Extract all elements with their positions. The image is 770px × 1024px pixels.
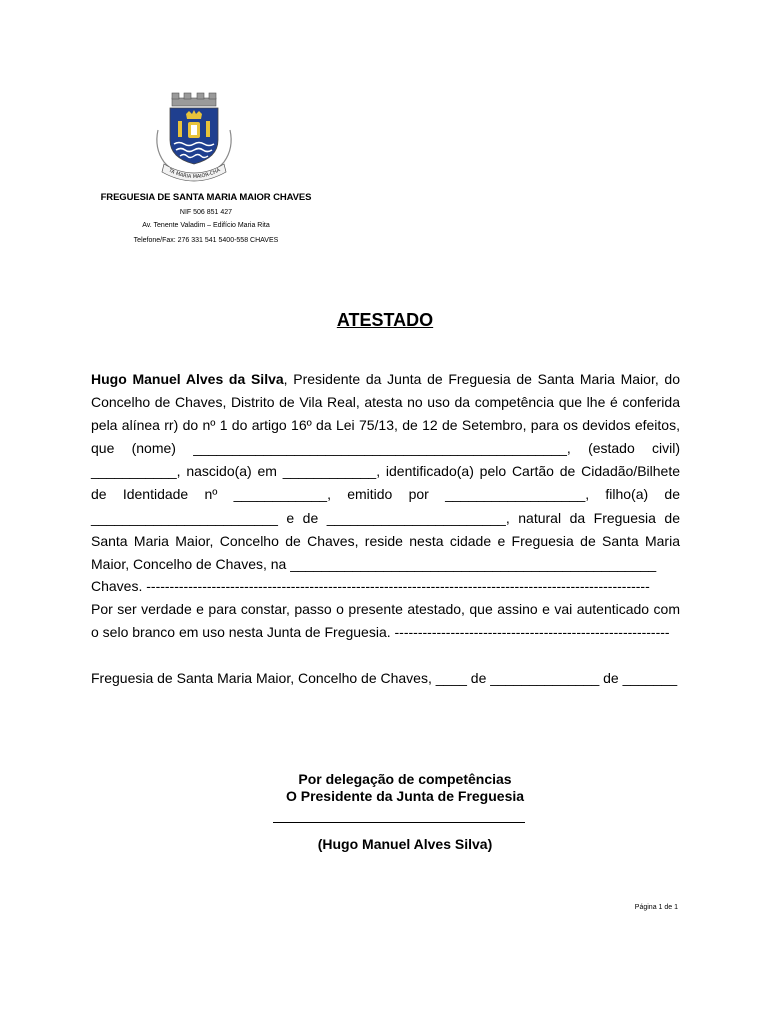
body-line-5: ___________, nascido(a) em ____________, identificado(a) pelo Cartão de Cidadão/Bilhete bbox=[91, 463, 680, 479]
address: Av. Tenente Valadim – Edifício Maria Rita bbox=[142, 222, 270, 229]
organization-name: FREGUESIA DE SANTA MARIA MAIOR CHAVES bbox=[100, 192, 312, 203]
body-line-6: de Identidade nº ____________, emitido por __________________, filho(a) de bbox=[91, 486, 680, 502]
nif-number: NIF 506 851 427 bbox=[179, 209, 233, 216]
crest-icon bbox=[150, 92, 238, 186]
body-line-2: Concelho de Chaves, Distrito de Vila Real, atesta no uso da competência que lhe é conferida bbox=[91, 394, 680, 410]
phone-fax: Telefone/Fax: 276 331 541 5400-558 CHAVES bbox=[133, 237, 279, 244]
body-line-10: Chaves. ------------------------------------------------------------------------------------------------------------ bbox=[91, 578, 650, 594]
crest-scroll-text: TA MARIA MAIOR-CHA bbox=[167, 167, 222, 181]
body-line-3: pela alínea rr) do nº 1 do artigo 16º da Lei 75/13, de 12 de Setembro, para os devidos efeitos, bbox=[91, 417, 680, 433]
signatory-role: O Presidente da Junta de Freguesia bbox=[285, 788, 525, 804]
delegation-text: Por delegação de competências bbox=[298, 771, 512, 787]
president-name: Hugo Manuel Alves da Silva bbox=[91, 371, 284, 387]
body-line-1 bbox=[91, 371, 680, 387]
signatory-name: (Hugo Manuel Alves Silva) bbox=[317, 836, 493, 852]
body-line-8: Santa Maria Maior, Concelho de Chaves, reside nesta cidade e Freguesia de Santa Maria bbox=[91, 533, 680, 549]
body-line-9: Maior, Concelho de Chaves, na _______________________________________________ bbox=[91, 556, 657, 572]
body-line-12: o selo branco em uso nesta Junta de Freguesia. ----------------------------------------------------------- bbox=[91, 624, 670, 640]
signature-line bbox=[273, 822, 525, 823]
body-line-7: ________________________ e de _______________________, natural da Freguesia de bbox=[91, 510, 680, 526]
coat-of-arms-logo bbox=[150, 92, 238, 186]
date-line: Freguesia de Santa Maria Maior, Concelho de Chaves, ____ de ______________ de _______ bbox=[91, 670, 678, 686]
body-line-4: que (nome) ________________________________________________, (estado civil) bbox=[91, 440, 680, 456]
page-number: Página 1 de 1 bbox=[634, 904, 678, 911]
body-line-1-rest: , Presidente da Junta de Freguesia de Santa Maria Maior, do bbox=[283, 371, 681, 387]
document-title: ATESTADO bbox=[336, 310, 434, 330]
body-line-11: Por ser verdade e para constar, passo o presente atestado, que assino e vai autenticado com bbox=[91, 601, 680, 617]
